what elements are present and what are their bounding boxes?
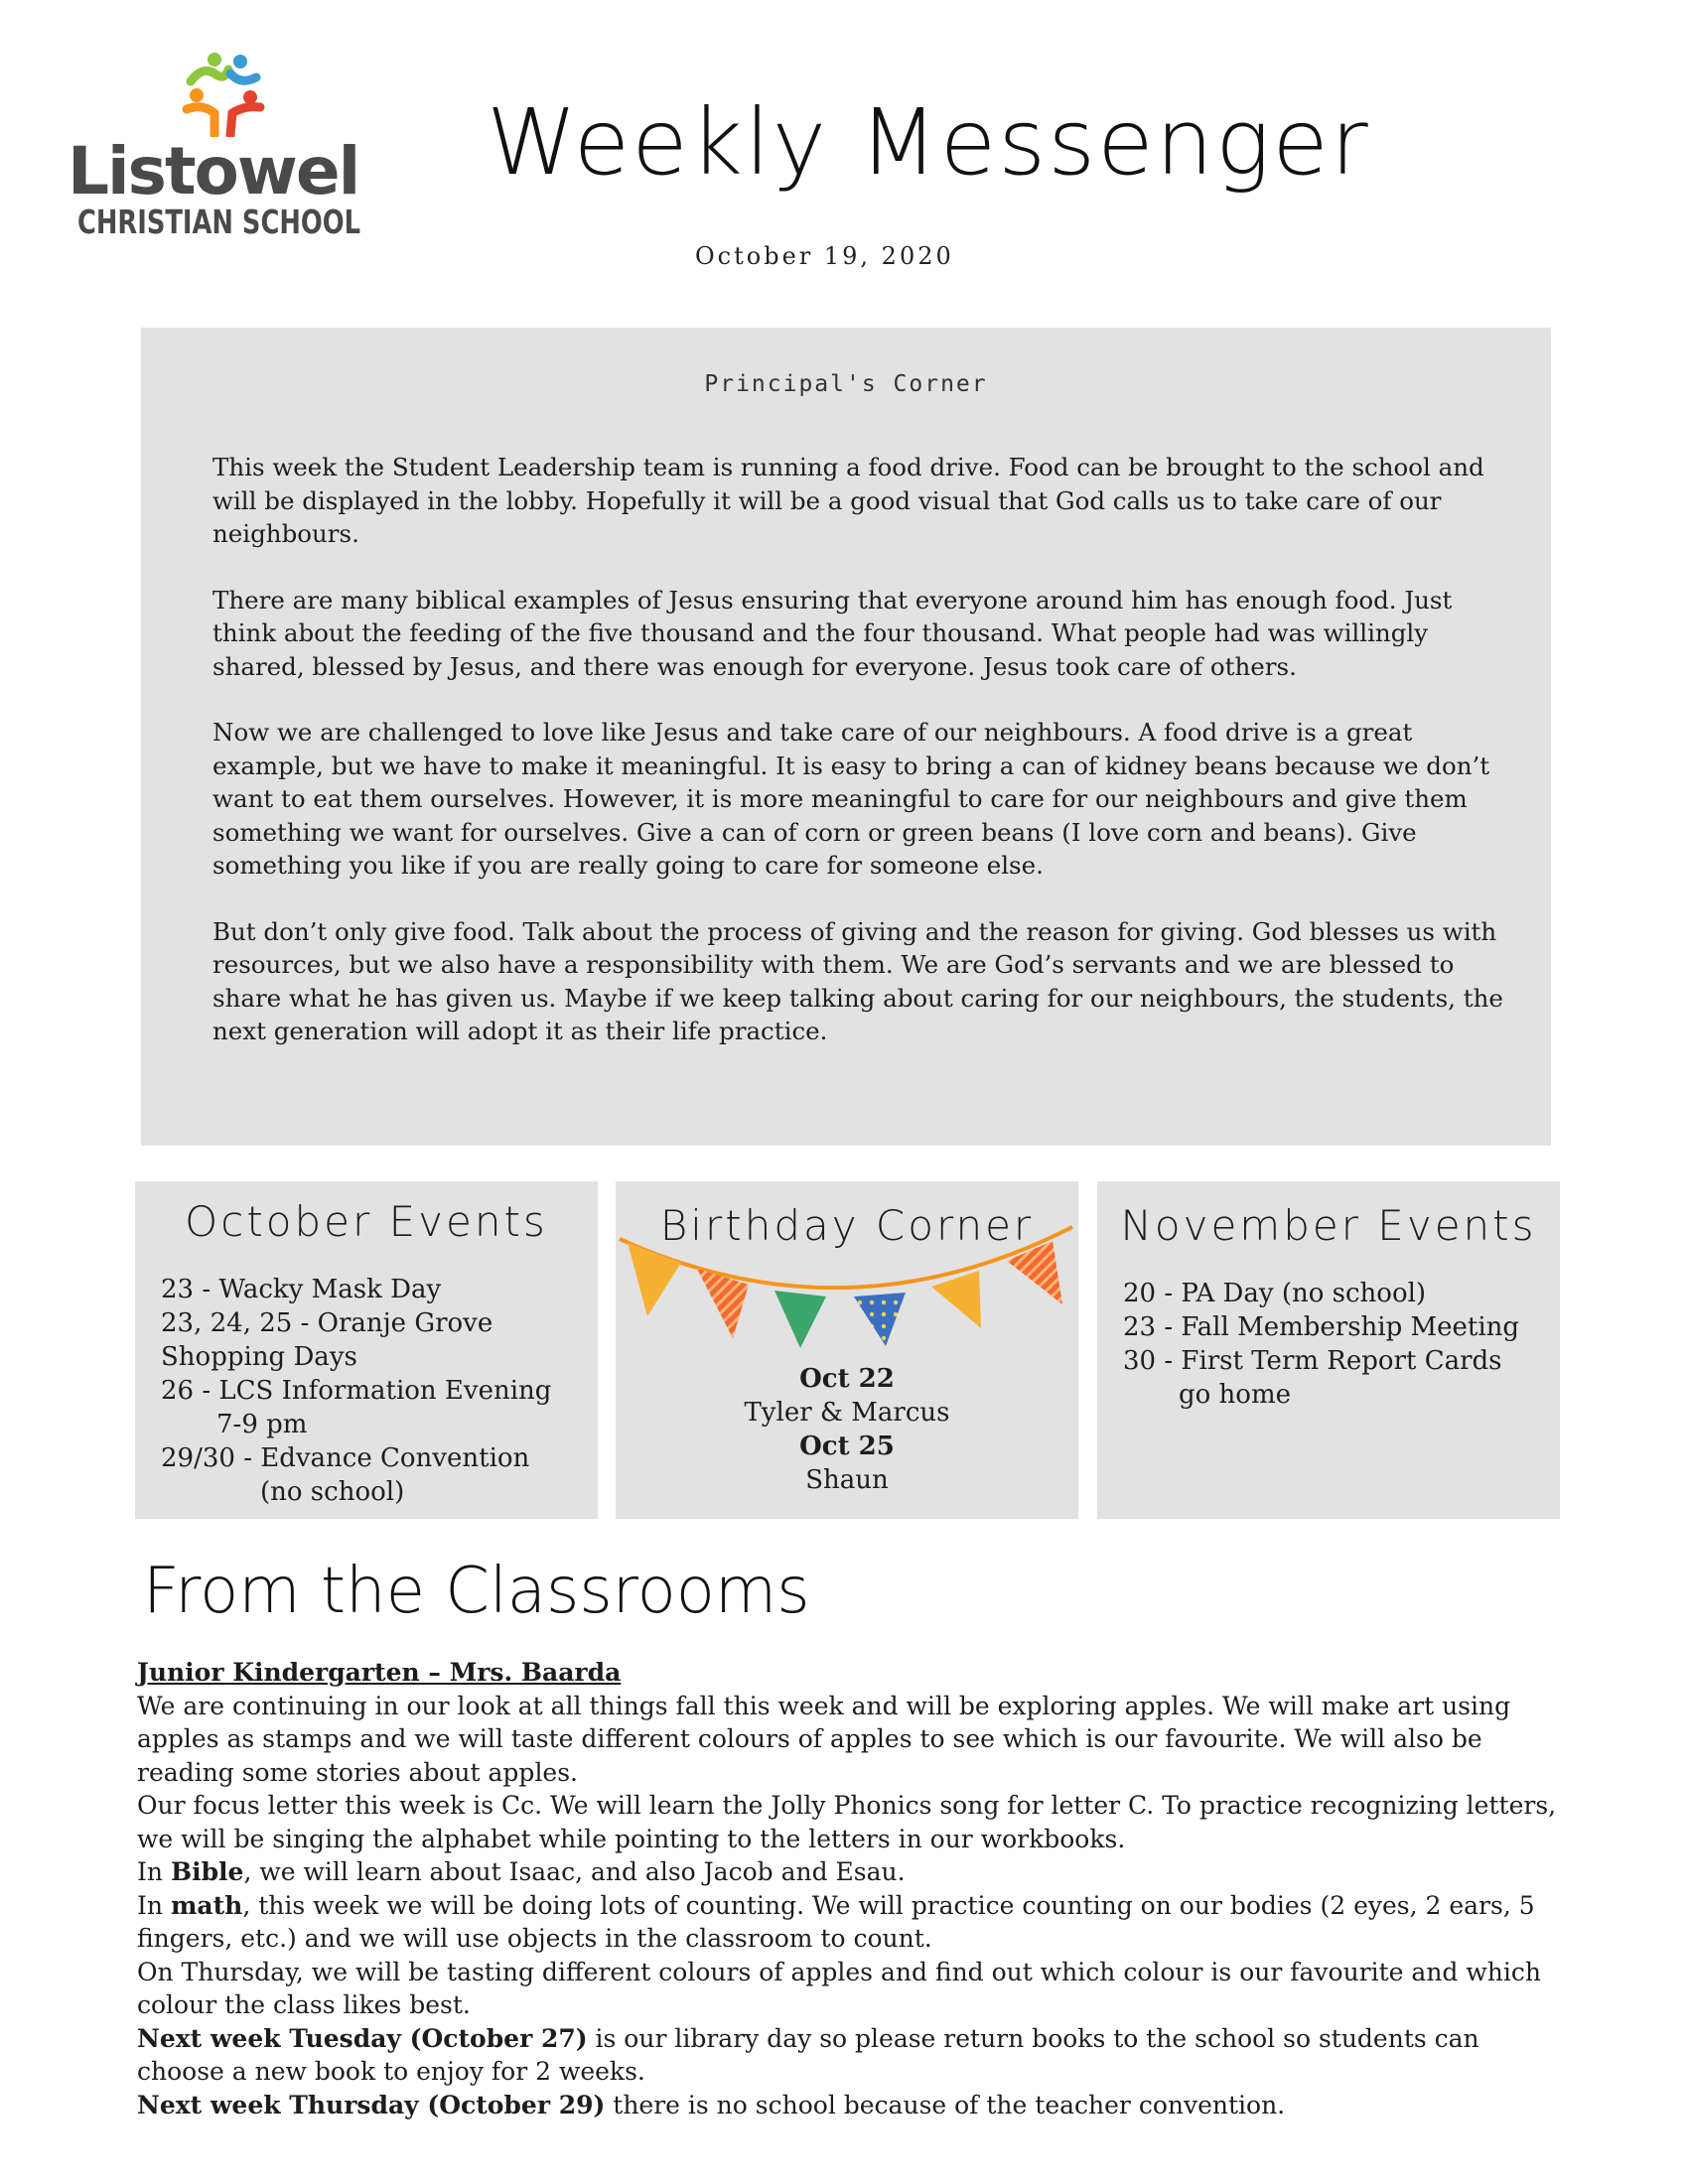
- event-line: 26 - LCS Information Evening: [161, 1376, 552, 1406]
- birthday-date: Oct 25: [799, 1432, 895, 1461]
- bold-subject: math: [170, 1890, 243, 1920]
- principals-corner-title: Principal's Corner: [704, 371, 988, 397]
- event-line: 20 - PA Day (no school): [1123, 1279, 1427, 1308]
- birthday-names: Shaun: [805, 1465, 889, 1495]
- classrooms-section-title: From the Classrooms: [143, 1555, 810, 1628]
- birthday-corner-title: Birthday Corner: [659, 1201, 1035, 1250]
- principal-paragraph: Now we are challenged to love like Jesus and take care of our neighbours. A food drive is a great example, but we have to make it meaningful. It is easy to bring a can of kidney beans because we don’t want to eat them ourselves. However, it is more meaningful to care for our neighbours and give them something we want for ourselves. Give a can of corn or green beans (I love corn and beans). Give something you like if you are really going to care for someone else.: [212, 718, 1490, 880]
- logo-wordmark: Listowel: [68, 133, 359, 209]
- principal-paragraph: But don’t only give food. Talk about the process of giving and the reason for giving. God blesses us with resources, but we also have a responsibility with them. We are God’s servants and we are blessed to share what he has given us. Maybe if we keep talking about caring for our neighbours, the students, the next generation will adopt it as their life practice.: [212, 916, 1503, 1045]
- principals-corner-body: [212, 451, 1503, 1081]
- principal-paragraph: This week the Student Leadership team is running a food drive. Food can be brought to the school and will be displayed in the lobby. Hopefully it will be a good visual that God calls us to take care of our neighbours.: [212, 453, 1484, 548]
- birthday-date: Oct 22: [799, 1364, 895, 1394]
- newsletter-title: Weekly Messenger: [487, 89, 1370, 196]
- issue-date: October 19, 2020: [695, 242, 954, 270]
- event-line: Shopping Days: [161, 1342, 357, 1372]
- birthday-corner-box: [616, 1181, 1078, 1519]
- classroom-paragraph: On Thursday, we will be tasting different colours of apples and find out which colour is our favourite and which colour the class likes best.: [137, 1957, 1541, 2019]
- bold-subject: Bible: [170, 1857, 244, 1886]
- event-line: 23 - Wacky Mask Day: [161, 1275, 442, 1304]
- event-line: go home: [1179, 1380, 1292, 1410]
- birthday-list: [616, 1362, 1078, 1497]
- october-events-title: October Events: [185, 1197, 548, 1246]
- classroom-paragraph: [137, 1889, 1557, 1956]
- text-run: In: [137, 1857, 171, 1886]
- principals-corner: [141, 328, 1551, 1146]
- school-logo: [68, 52, 365, 250]
- event-line: 23 - Fall Membership Meeting: [1123, 1312, 1520, 1342]
- november-events-box: [1097, 1181, 1560, 1519]
- text-run: is our library day so please return books to the school so students can choose a new book to enjoy for 2 weeks.: [137, 2023, 1479, 2086]
- classroom-paragraph: [137, 2089, 1557, 2122]
- classroom-paragraph: We are continuing in our look at all things fall this week and will be exploring apples. We will make art using apples as stamps and we will taste different colours of apples to see which is our favourite. We will also be reading some stories about apples.: [137, 1691, 1511, 1787]
- bold-date: Next week Tuesday (October 27): [137, 2023, 588, 2053]
- october-events-list: [161, 1273, 588, 1509]
- text-run: , this week we will be doing lots of counting. We will practice counting on our bodies (2 eyes, 2 ears, 5 fingers, etc.) and we will use objects in the classroom to count.: [137, 1890, 1535, 1953]
- event-line: 30 - First Term Report Cards: [1123, 1346, 1502, 1376]
- classroom-heading: Junior Kindergarten – Mrs. Baarda: [137, 1658, 622, 1687]
- classroom-paragraph: [137, 2022, 1557, 2089]
- event-line: 29/30 - Edvance Convention: [161, 1443, 530, 1473]
- text-run: , we will learn about Isaac, and also Jacob and Esau.: [243, 1857, 906, 1886]
- principal-paragraph: There are many biblical examples of Jesus ensuring that everyone around him has enough food. Just think about the feeding of the five thousand and the four thousand. What people had was willingly shared, blessed by Jesus, and there was enough for everyone. Jesus took care of others.: [212, 585, 1453, 681]
- november-events-title: November Events: [1120, 1201, 1537, 1250]
- text-run: there is no school because of the teacher convention.: [605, 2090, 1286, 2119]
- text-run: In: [137, 1890, 171, 1920]
- event-line: (no school): [260, 1477, 405, 1507]
- logo-subtitle: CHRISTIAN SCHOOL: [77, 203, 361, 241]
- classroom-paragraph: [137, 1855, 1557, 1889]
- event-line: 23, 24, 25 - Oranje Grove: [161, 1308, 493, 1338]
- event-line: 7-9 pm: [216, 1410, 308, 1439]
- birthday-names: Tyler & Marcus: [744, 1398, 950, 1428]
- november-events-list: [1123, 1277, 1550, 1412]
- classroom-jk: [137, 1656, 1557, 2121]
- logo-people-icon: [175, 52, 270, 137]
- october-events-box: [135, 1181, 598, 1519]
- classroom-paragraph: Our focus letter this week is Cc. We will learn the Jolly Phonics song for letter C. To practice recognizing letters, we will be singing the alphabet while pointing to the letters in our workbooks.: [137, 1791, 1557, 1853]
- bunting-banner-icon: [616, 1225, 1078, 1364]
- bold-date: Next week Thursday (October 29): [137, 2090, 606, 2119]
